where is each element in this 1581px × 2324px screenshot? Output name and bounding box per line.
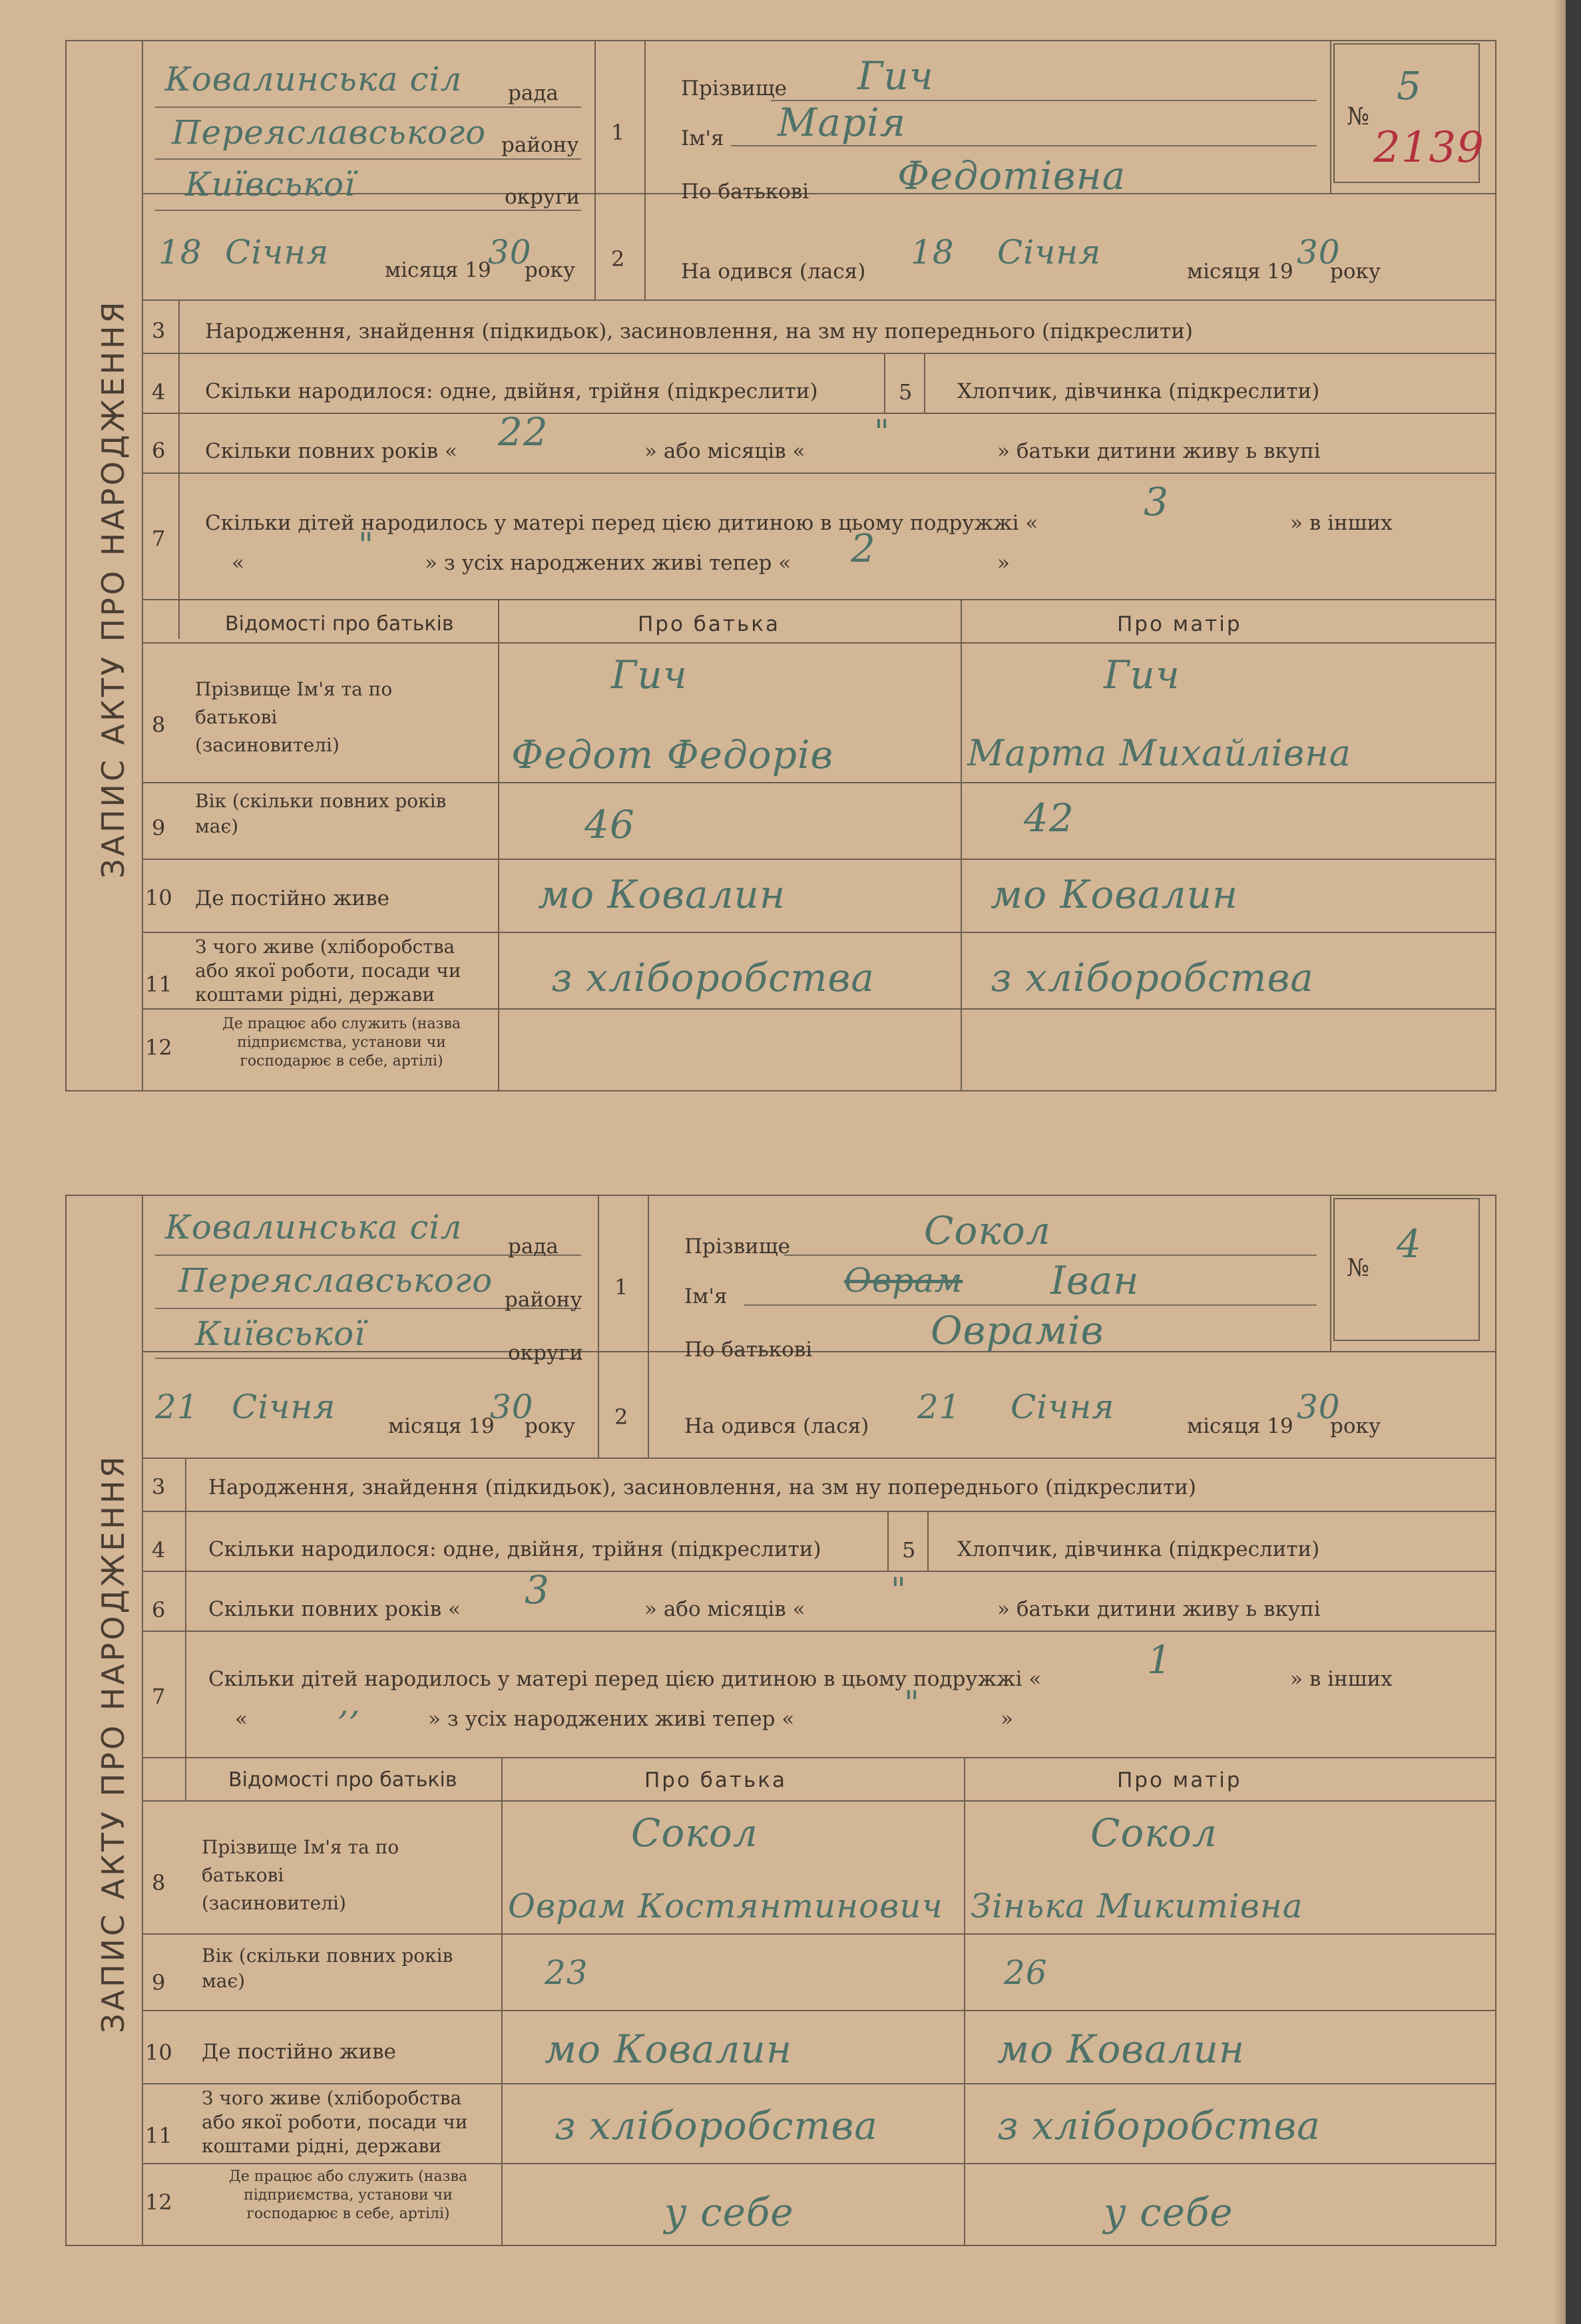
row7-c: « bbox=[232, 551, 244, 575]
father-work: у себе bbox=[664, 2190, 794, 2235]
mother-occupation: з хліборобства bbox=[997, 2103, 1321, 2148]
row8-label: Прізвище Ім'я та по батькові (засиновителі) bbox=[195, 678, 393, 756]
record-number: 4 bbox=[1397, 1221, 1422, 1266]
born-month: Січня bbox=[1011, 1388, 1115, 1426]
row7-e: » bbox=[997, 551, 1010, 575]
col-mother: Про матір bbox=[1117, 1768, 1242, 1792]
birth-record-1: ЗАПИС АКТУ ПРО НАРОДЖЕННЯ Ковалинська сіл рада Переяславського району Київської округи 18 Січня місяця 19 30 року 1 2 Прізвище Гич Ім'я Марія По батькові Федотівна № 5 2139 На одився (лася) 18 Січня місяця 19 30 року 3 Народження, знайдення (підкидьок), засиновлення, на зм ну попереднього (підкреслити) 4 Скільки народилося: одне, двійня, трійня (підкреслити) 5 Хлопчик, дівчинка (підкреслити) 6 Скільки повних років « 22 » або місяців « " » батьки дитини живу ь вкупі 7 Скільки дітей народилось у матері перед цією дитиною в цьому подружжі « 3 » в інших « " » з усіх народжених живі тепер « 2 » Відомості про батьків Про батька Про матір 8 Прізвище Ім'я та по батькові (засиновителі) Гич Гич Федот Федорів Марта Михайлівна 9 Вік (скільки повних років має) 46 42 10 Де постійно живе мо Ковалин мо Ковалин 11 З чого живе (хліборобства або якої роботи, посади чи коштами рідні, держави з хліборобства з хліборобства 12 Де працює або служить (назва підприємства, установи чи господарює в себе, артілі) bbox=[65, 40, 1496, 1091]
okruga-value: Київської bbox=[185, 165, 356, 204]
row9-label: Вік (скільки повних років має) bbox=[195, 790, 447, 837]
row7-d: » з усіх народжених живі тепер « bbox=[428, 1707, 795, 1731]
months-together: " bbox=[891, 1571, 907, 1609]
mother-name: Зінька Микитівна bbox=[971, 1887, 1303, 1925]
row12-label: Де працює або служить (назва підприємства, установи чи господарює в себе, артілі) bbox=[222, 1016, 461, 1069]
row6-a: Скільки повних років « bbox=[205, 439, 457, 463]
child-surname: Сокол bbox=[924, 1208, 1051, 1253]
mother-residence: мо Ковалин bbox=[991, 872, 1239, 917]
row7-e: » bbox=[1001, 1707, 1013, 1731]
raion-label: району bbox=[505, 1288, 582, 1312]
raion-value: Переяславського bbox=[172, 113, 487, 152]
mother-occupation: з хліборобства bbox=[991, 955, 1314, 1000]
reg-month: Січня bbox=[232, 1388, 336, 1426]
alive-now: " bbox=[904, 1684, 920, 1722]
row5-text: Хлопчик, дівчинка (підкреслити) bbox=[957, 1537, 1320, 1561]
row9-label: Вік (скільки повних років має) bbox=[202, 1945, 453, 1992]
years-together: 22 bbox=[498, 409, 549, 455]
alive-now: 2 bbox=[851, 526, 876, 571]
side-title: ЗАПИС АКТУ ПРО НАРОДЖЕННЯ bbox=[95, 299, 131, 878]
mother-name: Марта Михайлівна bbox=[967, 732, 1351, 774]
row5-text: Хлопчик, дівчинка (підкреслити) bbox=[957, 379, 1320, 403]
father-occupation: з хліборобства bbox=[551, 955, 875, 1000]
row7-a: Скільки дітей народилось у матері перед цією дитиною в цьому подружжі « bbox=[208, 1667, 1042, 1691]
born-month-label: місяця 19 bbox=[1187, 1414, 1293, 1438]
red-number: 2139 bbox=[1373, 123, 1484, 172]
row7-b: » в інших bbox=[1290, 1667, 1393, 1691]
mother-work: у себе bbox=[1104, 2190, 1234, 2235]
col-mother: Про матір bbox=[1117, 612, 1242, 636]
row11-label: З чого живе (хліборобства або якої роботи, посади чи коштами рідні, держави bbox=[202, 2087, 468, 2157]
raion-value: Переяславського bbox=[178, 1261, 493, 1300]
col-father: Про батька bbox=[644, 1768, 787, 1792]
children-before: 3 bbox=[1144, 479, 1169, 524]
roku-label: року bbox=[525, 258, 576, 282]
birth-record-2: ЗАПИС АКТУ ПРО НАРОДЖЕННЯ Ковалинська сіл рада Переяславського району Київської округи 21 Січня місяця 19 30 року 1 2 Прізвище Сокол Ім'я Оврам Іван По батькові Оврамів № 4 На одився (лася) 21 Січня місяця 19 30 року 3 Народження, знайдення (підкидьок), засиновлення, на зм ну попереднього (підкреслити) 4 Скільки народилося: одне, двійня, трійня (підкреслити) 5 Хлопчик, дівчинка (підкреслити) 6 Скільки повних років « 3 » або місяців « " » батьки дитини живу ь вкупі 7 Скільки дітей народилось у матері перед цією дитиною в цьому подружжі « 1 » в інших « ,, » з усіх народжених живі тепер « " » Відомості про батьків Про батька Про матір 8 Прізвище Ім'я та по батькові (засиновителі) Сокол Сокол Оврам Костянтинович Зінька Микитівна 9 Вік (скільки повних років має) 23 26 10 Де постійно живе мо Ковалин мо Ковалин 11 З чого живе (хліборобства або якої роботи, посади чи коштами рідні, держави з хліборобства з хліборобства 12 Де працює або служить (назва підприємства, установи чи господарює в себе, артілі) у себе у себе bbox=[65, 1195, 1496, 2246]
row7-a: Скільки дітей народилось у матері перед цією дитиною в цьому подружжі « bbox=[205, 511, 1038, 535]
number-label: № bbox=[1347, 103, 1370, 130]
row4-text: Скільки народилося: одне, двійня, трійня (підкреслити) bbox=[205, 379, 818, 403]
col-info: Відомості про батьків bbox=[225, 612, 454, 636]
col-father: Про батька bbox=[638, 612, 780, 636]
okrugy-label: округи bbox=[508, 1341, 584, 1365]
other-marriages: ,, bbox=[338, 1684, 361, 1722]
mother-residence: мо Ковалин bbox=[997, 2027, 1245, 2072]
father-name: Оврам Костянтинович bbox=[508, 1887, 943, 1925]
row11-label: З чого живе (хліборобства або якої роботи, посади чи коштами рідні, держави bbox=[195, 936, 461, 1006]
years-together: 3 bbox=[525, 1567, 550, 1613]
row6-c: » батьки дитини живу ь вкупі bbox=[997, 1597, 1321, 1621]
record-number: 5 bbox=[1397, 63, 1422, 108]
child-name-struck: Оврам bbox=[844, 1261, 963, 1300]
father-age: 46 bbox=[584, 802, 635, 847]
born-day: 18 bbox=[911, 233, 955, 272]
born-roku: року bbox=[1330, 260, 1381, 284]
raion-label: району bbox=[501, 133, 579, 157]
child-patronymic: Федотівна bbox=[897, 153, 1126, 198]
father-residence: мо Ковалин bbox=[545, 2027, 793, 2072]
born-year: 30 bbox=[1297, 233, 1341, 272]
born-day: 21 bbox=[917, 1388, 961, 1426]
row6-c: » батьки дитини живу ь вкупі bbox=[997, 439, 1321, 463]
children-before: 1 bbox=[1147, 1637, 1172, 1682]
row7-c: « bbox=[235, 1707, 248, 1731]
father-name: Федот Федорів bbox=[511, 732, 834, 777]
surname-label: Прізвище bbox=[681, 77, 787, 100]
row4-text: Скільки народилося: одне, двійня, трійня (підкреслити) bbox=[208, 1537, 821, 1561]
father-age: 23 bbox=[545, 1953, 588, 1992]
row3-text: Народження, знайдення (підкидьок), засиновлення, на зм ну попереднього (підкреслити) bbox=[205, 319, 1194, 343]
other-marriages: " bbox=[358, 526, 374, 564]
father-surname: Сокол bbox=[631, 1810, 758, 1855]
surname-label: Прізвище bbox=[684, 1235, 790, 1259]
child-patronymic: Оврамів bbox=[931, 1308, 1104, 1353]
reg-year: 30 bbox=[488, 233, 532, 272]
row10-label: Де постійно живе bbox=[202, 2040, 396, 2064]
reg-day: 18 bbox=[158, 233, 202, 272]
side-title: ЗАПИС АКТУ ПРО НАРОДЖЕННЯ bbox=[95, 1453, 131, 2033]
mother-surname: Гич bbox=[1104, 652, 1180, 697]
rada-label: рада bbox=[508, 81, 559, 105]
row8-label: Прізвище Ім'я та по батькові (засиновителі) bbox=[202, 1836, 399, 1914]
rada-value: Ковалинська сіл bbox=[165, 60, 463, 98]
row6-b: » або місяців « bbox=[644, 1597, 805, 1621]
number-label: № bbox=[1347, 1255, 1370, 1282]
name-label: Ім'я bbox=[681, 126, 724, 150]
mother-age: 42 bbox=[1024, 795, 1074, 841]
row3-text: Народження, знайдення (підкидьок), засиновлення, на зм ну попереднього (підкреслити) bbox=[208, 1475, 1197, 1499]
born-label: На одився (лася) bbox=[684, 1414, 869, 1438]
okruga-value: Київської bbox=[195, 1314, 366, 1353]
patronymic-label: По батькові bbox=[681, 180, 809, 204]
row6-b: » або місяців « bbox=[644, 439, 805, 463]
patronymic-label: По батькові bbox=[684, 1338, 813, 1362]
reg-day: 21 bbox=[155, 1388, 199, 1426]
father-residence: мо Ковалин bbox=[538, 872, 786, 917]
born-month: Січня bbox=[997, 233, 1102, 272]
father-occupation: з хліборобства bbox=[555, 2103, 878, 2148]
child-surname: Гич bbox=[857, 53, 934, 98]
okrugy-label: округи bbox=[505, 185, 580, 209]
child-name: Марія bbox=[778, 100, 907, 145]
born-roku: року bbox=[1330, 1414, 1381, 1438]
mother-age: 26 bbox=[1004, 1953, 1048, 1992]
name-label: Ім'я bbox=[684, 1284, 728, 1308]
month-year-label: місяця 19 bbox=[385, 258, 491, 282]
father-surname: Гич bbox=[611, 652, 688, 697]
reg-month: Січня bbox=[225, 233, 330, 272]
roku-label: року bbox=[525, 1414, 576, 1438]
row7-b: » в інших bbox=[1290, 511, 1393, 535]
born-year: 30 bbox=[1297, 1388, 1341, 1426]
rada-value: Ковалинська сіл bbox=[165, 1208, 463, 1247]
row10-label: Де постійно живе bbox=[195, 886, 389, 910]
row12-label: Де працює або служить (назва підприємства, установи чи господарює в себе, артілі) bbox=[228, 2168, 468, 2222]
row6-a: Скільки повних років « bbox=[208, 1597, 461, 1621]
born-month-label: місяця 19 bbox=[1187, 260, 1293, 284]
mother-surname: Сокол bbox=[1090, 1810, 1218, 1855]
reg-year: 30 bbox=[490, 1388, 534, 1426]
months-together: " bbox=[874, 413, 890, 451]
month-year-label: місяця 19 bbox=[388, 1414, 495, 1438]
row7-d: » з усіх народжених живі тепер « bbox=[425, 551, 791, 575]
rada-label: рада bbox=[508, 1235, 559, 1259]
child-name: Іван bbox=[1050, 1258, 1140, 1303]
col-info: Відомості про батьків bbox=[228, 1768, 457, 1792]
born-label: На одився (лася) bbox=[681, 260, 866, 284]
